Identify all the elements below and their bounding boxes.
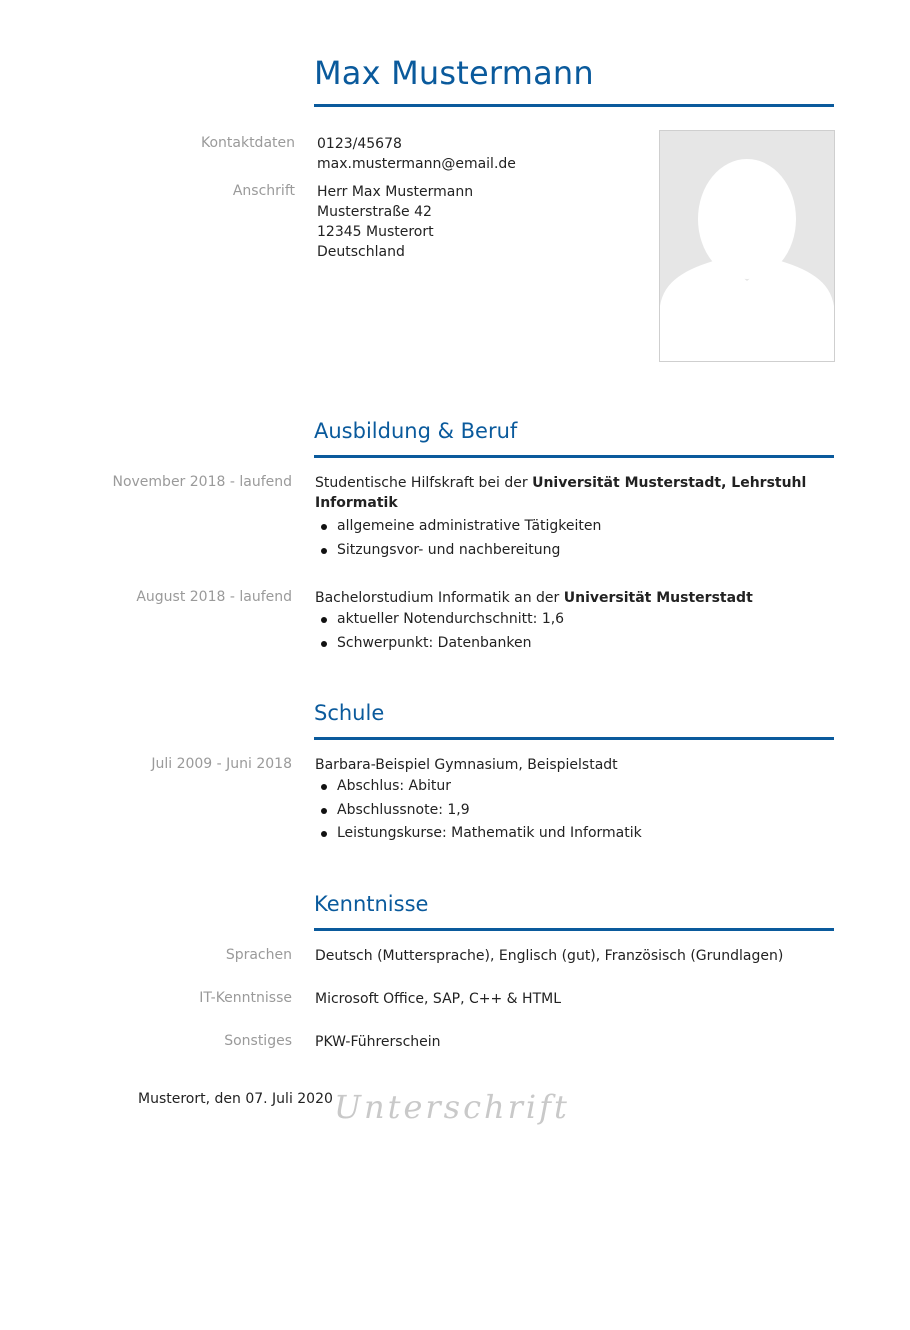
skill-label: Sonstiges [224, 1033, 292, 1049]
entry-title: Barbara-Beispiel Gymnasium, Beispielstadt [315, 757, 618, 773]
entry-bullet: Sitzungsvor- und nachbereitung [315, 539, 835, 563]
entry-title-text: Bachelorstudium Informatik an der [315, 590, 564, 606]
skill-label: IT-Kenntnisse [199, 990, 292, 1006]
section-title-career: Ausbildung & Beruf [314, 419, 518, 443]
contact-values [317, 134, 516, 174]
place-and-date: Musterort, den 07. Juli 2020 [138, 1091, 333, 1107]
entry-bullet-list [315, 608, 835, 655]
section-divider [314, 455, 834, 458]
name-divider [314, 104, 834, 107]
address-line: Musterstraße 42 [317, 204, 432, 220]
skill-label: Sprachen [225, 947, 292, 963]
entry-title-employer: Universität Musterstadt [563, 590, 753, 606]
signature: Unterschrift [334, 1088, 570, 1126]
address-line: Herr Max Mustermann [317, 184, 474, 200]
avatar-silhouette-icon [660, 131, 834, 361]
career-entry [315, 473, 835, 562]
entry-title [315, 473, 835, 513]
contact-label: Kontaktdaten [200, 135, 295, 151]
entry-title [315, 588, 835, 608]
skill-value: Deutsch (Muttersprache), Englisch (gut), Französisch (Grundlagen) [315, 948, 784, 964]
entry-bullet: allgemeine administrative Tätigkeiten [315, 515, 835, 539]
section-title-skills: Kenntnisse [314, 892, 429, 916]
entry-bullet: Leistungskurse: Mathematik und Informatik [315, 822, 835, 846]
entry-date: Juli 2009 - Juni 2018 [151, 756, 292, 772]
address-label: Anschrift [232, 183, 295, 199]
entry-bullet: aktueller Notendurchschnitt: 1,6 [315, 608, 835, 632]
entry-date: August 2018 - laufend [136, 589, 292, 605]
address-line: 12345 Musterort [317, 224, 434, 240]
school-entry [315, 755, 835, 846]
email-address: max.mustermann@email.de [317, 156, 516, 172]
address-line: Deutschland [317, 244, 405, 260]
section-title-school: Schule [314, 701, 385, 725]
entry-date: November 2018 - laufend [112, 474, 292, 490]
entry-bullet-list [315, 515, 835, 562]
entry-bullet: Abschlus: Abitur [315, 775, 835, 799]
career-entry [315, 588, 835, 655]
entry-title-employer: Universität Musterstadt, Lehrstuhl Informatik [315, 475, 807, 511]
section-divider [314, 928, 834, 931]
cv-name: Max Mustermann [314, 54, 594, 92]
skill-value: PKW-Führerschein [315, 1034, 441, 1050]
profile-photo-placeholder [659, 130, 835, 362]
skill-value: Microsoft Office, SAP, C++ & HTML [315, 991, 562, 1007]
entry-bullet: Abschlussnote: 1,9 [315, 799, 835, 823]
entry-bullet-list [315, 775, 835, 846]
phone-number: 0123/45678 [317, 136, 402, 152]
address-block [317, 182, 473, 262]
entry-bullet: Schwerpunkt: Datenbanken [315, 632, 835, 656]
entry-title-text: Studentische Hilfskraft bei der [315, 475, 533, 491]
section-divider [314, 737, 834, 740]
